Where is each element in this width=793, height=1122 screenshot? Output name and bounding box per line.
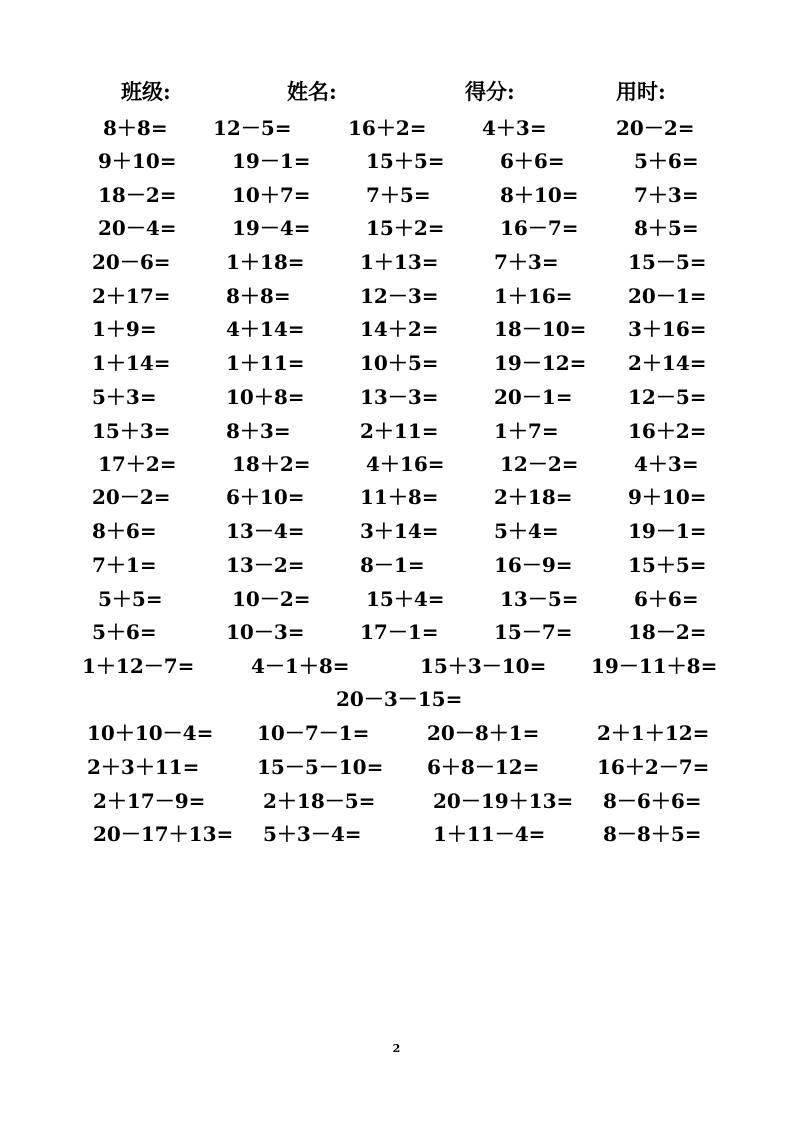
problem: 8＋3= xyxy=(226,419,291,443)
problem: 5＋6= xyxy=(92,620,157,644)
problem: 15＋3= xyxy=(92,419,171,443)
mixed-problem: 16＋2－7= xyxy=(597,755,710,779)
mixed-problem: 4－1＋8= xyxy=(251,654,350,678)
problem: 5＋3= xyxy=(92,385,157,409)
problem: 3＋14= xyxy=(360,519,439,543)
mixed-problem: 8－8＋5= xyxy=(603,822,702,846)
mixed-problem: 8－6＋6= xyxy=(603,789,702,813)
problem: 11＋8= xyxy=(360,485,439,509)
score-label: 得分: xyxy=(465,79,515,104)
problem: 13－3= xyxy=(360,385,439,409)
problem: 12－2= xyxy=(500,452,579,476)
name-label: 姓名: xyxy=(287,79,337,104)
problem: 9＋10= xyxy=(98,149,177,173)
problem: 13－5= xyxy=(500,587,579,611)
problem: 12－3= xyxy=(360,284,439,308)
mixed-problem: 1＋12－7= xyxy=(82,654,195,678)
mixed-problem: 20－19＋13= xyxy=(433,789,574,813)
problem: 15＋4= xyxy=(366,587,445,611)
problem: 8＋8= xyxy=(103,116,168,140)
problem: 12－5= xyxy=(628,385,707,409)
problem: 16＋2= xyxy=(348,116,427,140)
problem: 7＋1= xyxy=(92,553,157,577)
problem: 4＋16= xyxy=(366,452,445,476)
problem: 4＋14= xyxy=(226,317,305,341)
problem: 2＋11= xyxy=(360,419,439,443)
problem: 8＋5= xyxy=(634,216,699,240)
problem: 1＋13= xyxy=(360,250,439,274)
problem: 1＋18= xyxy=(226,250,305,274)
mixed-problem: 20－17＋13= xyxy=(93,822,234,846)
problem: 20－1= xyxy=(494,385,573,409)
problem: 18＋2= xyxy=(232,452,311,476)
problem: 19－1= xyxy=(232,149,311,173)
problem: 13－2= xyxy=(226,553,305,577)
problem: 9＋10= xyxy=(628,485,707,509)
problem: 18－2= xyxy=(98,183,177,207)
problem: 8＋8= xyxy=(226,284,291,308)
mixed-problem: 20－3－15= xyxy=(336,687,463,711)
mixed-problem: 10－7－1= xyxy=(257,721,370,745)
problem: 2＋17= xyxy=(92,284,171,308)
problem: 15＋5= xyxy=(628,553,707,577)
problem: 10－2= xyxy=(232,587,311,611)
problem: 2＋14= xyxy=(628,351,707,375)
problem: 14＋2= xyxy=(360,317,439,341)
problem: 6＋10= xyxy=(226,485,305,509)
problem: 5＋5= xyxy=(98,587,163,611)
problem: 1＋11= xyxy=(226,351,305,375)
problem: 8－1= xyxy=(360,553,425,577)
mixed-problem: 2＋17－9= xyxy=(93,789,206,813)
problem: 17＋2= xyxy=(98,452,177,476)
problem: 16＋2= xyxy=(628,419,707,443)
problem: 6＋6= xyxy=(500,149,565,173)
problem: 13－4= xyxy=(226,519,305,543)
problem: 15－7= xyxy=(494,620,573,644)
problem: 6＋6= xyxy=(634,587,699,611)
problem: 1＋7= xyxy=(494,419,559,443)
mixed-problem: 2＋3＋11= xyxy=(87,755,200,779)
problem: 17－1= xyxy=(360,620,439,644)
problem: 19－4= xyxy=(232,216,311,240)
mixed-problem: 15－5－10= xyxy=(257,755,384,779)
page-number: 2 xyxy=(392,1042,401,1055)
problem: 3＋16= xyxy=(628,317,707,341)
problem: 12－5= xyxy=(213,116,292,140)
problem: 15＋5= xyxy=(366,149,445,173)
problem: 15＋2= xyxy=(366,216,445,240)
problem: 20－4= xyxy=(98,216,177,240)
time-label: 用时: xyxy=(616,79,666,104)
problem: 5＋6= xyxy=(634,149,699,173)
problem: 5＋4= xyxy=(494,519,559,543)
problem: 19－1= xyxy=(628,519,707,543)
problem: 19－12= xyxy=(494,351,587,375)
problem: 2＋18= xyxy=(494,485,573,509)
problem: 7＋3= xyxy=(634,183,699,207)
problem: 8＋6= xyxy=(92,519,157,543)
problem: 20－2= xyxy=(92,485,171,509)
problem: 20－1= xyxy=(628,284,707,308)
mixed-problem: 2＋1＋12= xyxy=(597,721,710,745)
problem: 16－9= xyxy=(494,553,573,577)
problem: 18－2= xyxy=(628,620,707,644)
problem: 1＋9= xyxy=(92,317,157,341)
mixed-problem: 10＋10－4= xyxy=(87,721,214,745)
problem: 10＋7= xyxy=(232,183,311,207)
problem: 10＋8= xyxy=(226,385,305,409)
problem: 18－10= xyxy=(494,317,587,341)
problem: 10－3= xyxy=(226,620,305,644)
problem: 15－5= xyxy=(628,250,707,274)
problem: 16－7= xyxy=(500,216,579,240)
problem: 20－6= xyxy=(92,250,171,274)
problem: 7＋3= xyxy=(494,250,559,274)
problem: 10＋5= xyxy=(360,351,439,375)
mixed-problem: 5＋3－4= xyxy=(263,822,362,846)
mixed-problem: 1＋11－4= xyxy=(433,822,546,846)
class-label: 班级: xyxy=(121,79,171,104)
mixed-problem: 2＋18－5= xyxy=(263,789,376,813)
problem: 8＋10= xyxy=(500,183,579,207)
problem: 1＋16= xyxy=(494,284,573,308)
problem: 20－2= xyxy=(616,116,695,140)
problem: 4＋3= xyxy=(482,116,547,140)
mixed-problem: 20－8＋1= xyxy=(427,721,540,745)
mixed-problem: 6＋8－12= xyxy=(427,755,540,779)
problem: 7＋5= xyxy=(366,183,431,207)
problem: 1＋14= xyxy=(92,351,171,375)
mixed-problem: 19－11＋8= xyxy=(591,654,718,678)
problem: 4＋3= xyxy=(634,452,699,476)
mixed-problem: 15＋3－10= xyxy=(420,654,547,678)
